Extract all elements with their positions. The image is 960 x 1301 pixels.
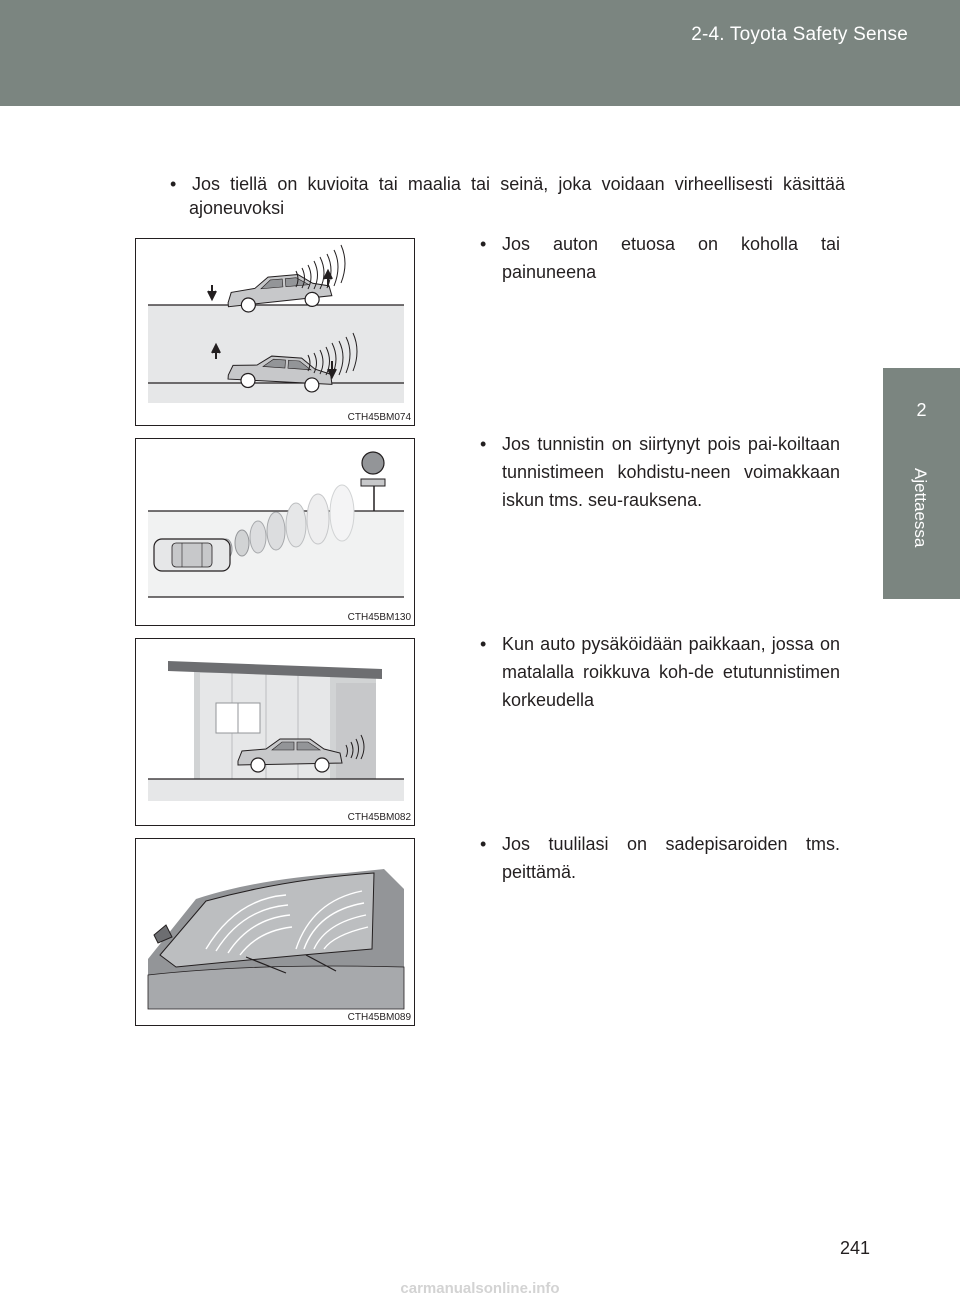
figure-low-hanging-object bbox=[135, 638, 415, 826]
section-title: 2-4. Toyota Safety Sense bbox=[691, 24, 908, 45]
figure-sensor-misaligned bbox=[135, 438, 415, 626]
caption-text: Jos tuulilasi on sadepisaroiden tms. peittämä. bbox=[502, 834, 840, 882]
chapter-label-wrap bbox=[905, 468, 935, 588]
caption-low-hanging-object bbox=[480, 630, 840, 714]
page-number: 241 bbox=[839, 1238, 870, 1258]
caption-bullet: • bbox=[480, 434, 487, 454]
caption-bullet: • bbox=[480, 634, 487, 654]
figure-raised-front bbox=[135, 238, 415, 426]
chapter-number: 2 bbox=[916, 400, 927, 420]
figure-windshield-raindrops bbox=[135, 838, 415, 1026]
car-topview-icon bbox=[154, 539, 230, 571]
header-bar bbox=[0, 0, 960, 106]
garage-illustration bbox=[136, 639, 414, 825]
figure-code: CTH45BM130 bbox=[347, 612, 411, 623]
intro-paragraph bbox=[170, 172, 845, 220]
misaligned-radar-illustration bbox=[136, 439, 414, 625]
windshield-illustration bbox=[136, 839, 414, 1025]
caption-text: Jos auton etuosa on koholla tai painuneena bbox=[502, 234, 840, 282]
figure-code: CTH45BM089 bbox=[347, 1012, 411, 1023]
figure-code: CTH45BM074 bbox=[347, 412, 411, 423]
caption-windshield-raindrops bbox=[480, 830, 840, 886]
caption-raised-front bbox=[480, 230, 840, 286]
chapter-label: Ajettaessa bbox=[911, 468, 930, 548]
car-tilt-illustration bbox=[136, 239, 414, 425]
sign-icon bbox=[362, 452, 384, 474]
caption-text: Kun auto pysäköidään paikkaan, jossa on matalalla roikkuva koh-de etutunnistimen korkeudella bbox=[502, 634, 840, 710]
caption-sensor-misaligned bbox=[480, 430, 840, 514]
chapter-tab bbox=[883, 368, 960, 599]
caption-bullet: • bbox=[480, 834, 487, 854]
intro-text: Jos tiellä on kuvioita tai maalia tai seinä, joka voidaan virheellisesti käsittää ajoneuvoksi bbox=[189, 174, 845, 218]
caption-text: Jos tunnistin on siirtynyt pois pai-koiltaan tunnistimeen kohdistu-neen voimakkaan iskun tms. seu-rauksena. bbox=[502, 434, 840, 510]
caption-bullet: • bbox=[480, 234, 487, 254]
footer-watermark: carmanualsonline.info bbox=[400, 1280, 560, 1297]
figure-code: CTH45BM082 bbox=[347, 812, 411, 823]
intro-bullet: • bbox=[170, 174, 177, 194]
